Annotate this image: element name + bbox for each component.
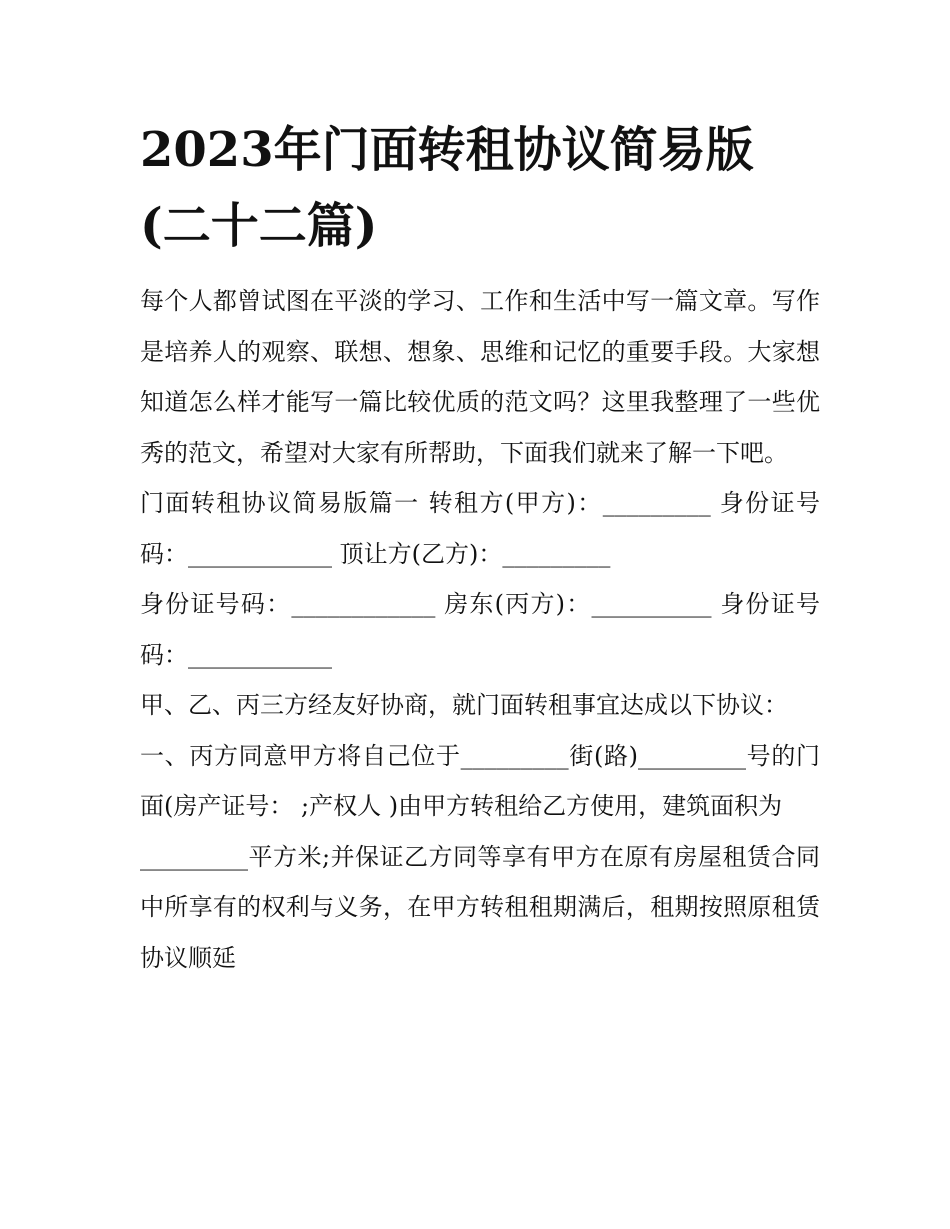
parties-paragraph-2: 身份证号码：____________ 房东(丙方)：__________ 身份证号码：____________ [140, 590, 820, 669]
parties-paragraph-1: 门面转租协议简易版篇一 转租方(甲方)：_________ 身份证号码：____________ 顶让方(乙方)：_________ [140, 489, 820, 568]
document-title [140, 112, 830, 264]
clause-1-paragraph: 一、丙方同意甲方将自己位于_________街(路)_________号的门面(房产证号： ;产权人 )由甲方转租给乙方使用，建筑面积为 [140, 741, 820, 820]
title-line-1: 2023年门面转租协议简易版 [140, 122, 754, 178]
clause-1-continued-paragraph: _________平方米;并保证乙方同等享有甲方在原有房屋租赁合同中所享有的权利与义务，在甲方转租租期满后，租期按照原租赁协议顺延 [140, 842, 820, 972]
intro-paragraph: 每个人都曾试图在平淡的学习、工作和生活中写一篇文章。写作是培养人的观察、联想、想象、思维和记忆的重要手段。大家想知道怎么样才能写一篇比较优质的范文吗？这里我整理了一些优秀的范文，希望对大家有所帮助，下面我们就来了解一下吧。 [140, 287, 820, 467]
agreement-intro-paragraph: 甲、乙、丙三方经友好协商，就门面转租事宜达成以下协议： [140, 691, 788, 719]
document-body [140, 276, 820, 983]
title-line-2: (二十二篇) [140, 198, 378, 254]
